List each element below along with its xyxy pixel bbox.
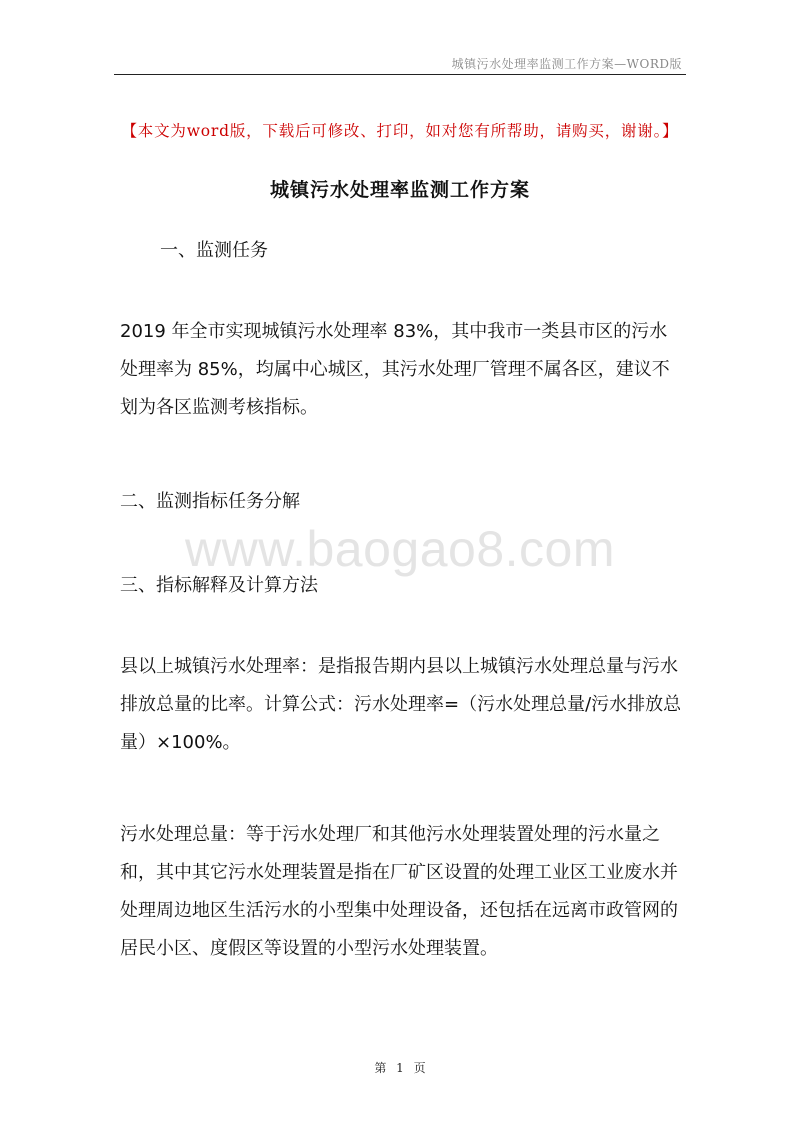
paragraph-treatment-volume-definition: 污水处理总量：等于污水处理厂和其他污水处理装置处理的污水量之和，其中其它污水处理装置是指在厂矿区设置的处理工业区工业废水并处理周边地区生活污水的小型集中处理设备，还包括在远离市政管网的居民小区、度假区等设置的小型污水处理装置。	[120, 824, 678, 959]
section-heading-monitoring-task: 一、监测任务	[160, 240, 268, 261]
section-heading-task-breakdown: 二、监测指标任务分解	[120, 491, 300, 512]
paragraph-monitoring-task: 2019 年全市实现城镇污水处理率 83%，其中我市一类县市区的污水处理率为 85%，均属中心城区，其污水处理厂管理不属各区，建议不划为各区监测考核指标。	[120, 321, 670, 418]
header-divider	[114, 74, 686, 75]
watermark: www.baogao8.com	[185, 521, 615, 577]
running-header: 城镇污水处理率监测工作方案—WORD版	[451, 57, 682, 71]
page-number: 1	[396, 1061, 404, 1075]
footer-prefix: 第	[374, 1061, 387, 1075]
footer-suffix: 页	[413, 1061, 426, 1075]
document-title: 城镇污水处理率监测工作方案	[269, 179, 530, 201]
download-notice: 【本文为word版，下载后可修改、打印，如对您有所帮助，请购买，谢谢。】	[121, 122, 679, 140]
paragraph-treatment-rate-definition: 县以上城镇污水处理率：是指报告期内县以上城镇污水处理总量与污水排放总量的比率。计算公式：污水处理率=（污水处理总量/污水排放总量）×100%。	[120, 656, 682, 753]
page-footer	[0, 1059, 800, 1076]
section-heading-calculation-method: 三、指标解释及计算方法	[120, 575, 318, 596]
